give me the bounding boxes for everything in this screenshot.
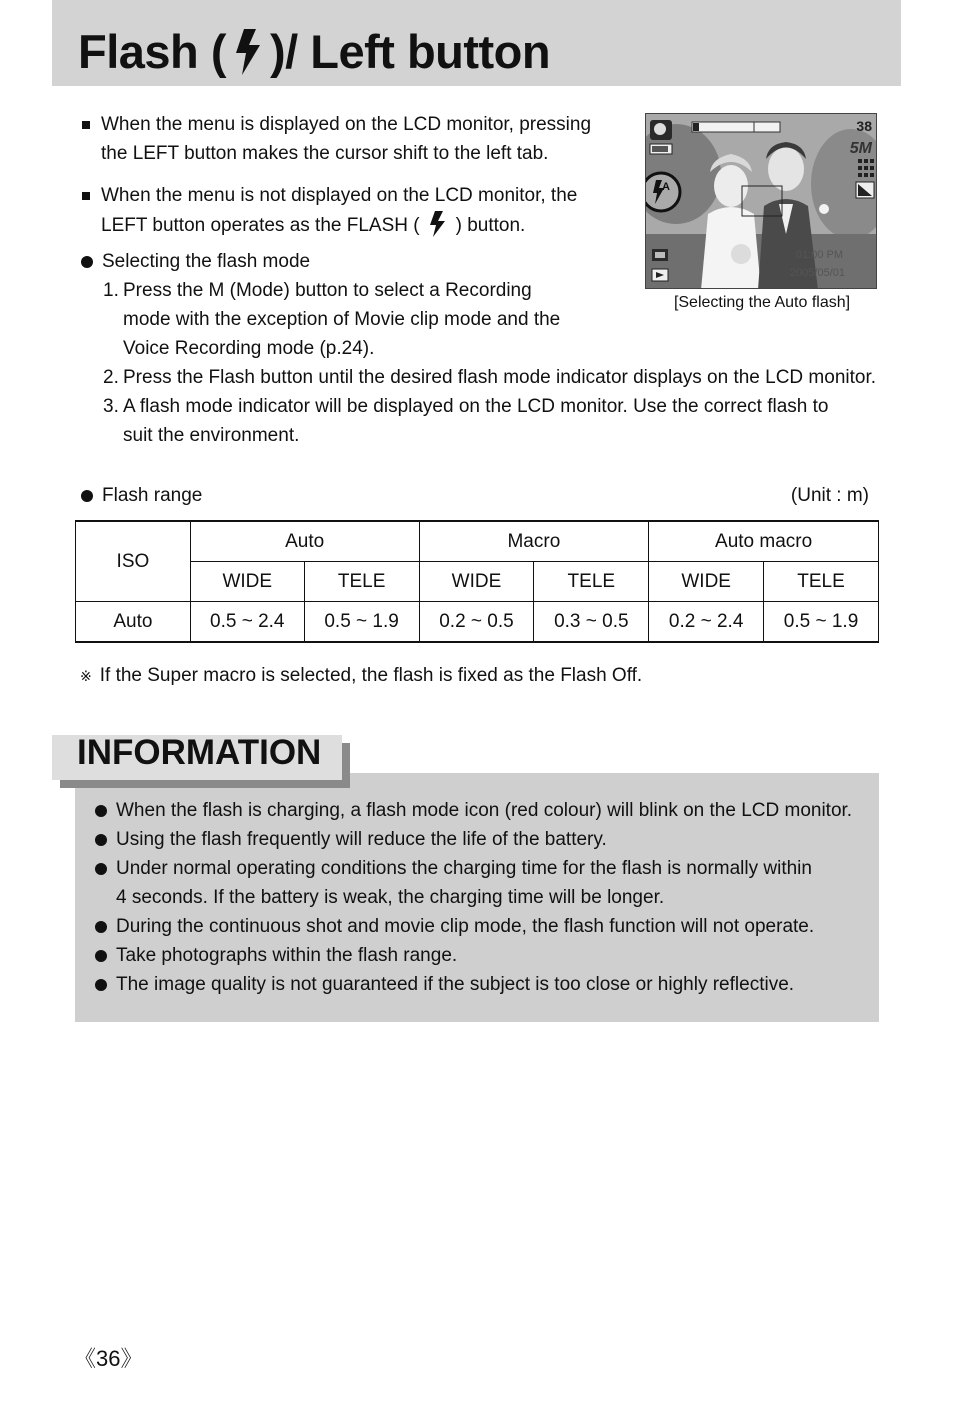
square-bullet-icon [82, 192, 90, 200]
intro-item-1-text: When the menu is displayed on the LCD monitor, pressing the LEFT button makes the cursor shift to the left tab. [101, 114, 592, 164]
step-number: 1. [103, 280, 119, 301]
table-subheader: TELE [534, 562, 649, 602]
table-header-row [76, 521, 879, 562]
table-row-label: Auto [76, 602, 191, 643]
table-subheader: WIDE [649, 562, 764, 602]
round-bullet-icon [81, 490, 93, 502]
lcd-photo-graphic [646, 114, 877, 289]
step-text: A flash mode indicator will be displayed on the LCD monitor. Use the correct flash to suit the environment. [123, 396, 829, 446]
flash-range-label-row [81, 481, 202, 510]
lcd-caption: [Selecting the Auto flash] [673, 294, 851, 311]
lcd-date: 2005/05/01 [789, 267, 845, 279]
table-cell: 0.5 ~ 2.4 [190, 602, 304, 643]
list-item-text: Using the flash frequently will reduce the life of the battery. [116, 829, 607, 850]
table-cell: 0.2 ~ 2.4 [649, 602, 764, 643]
round-bullet-icon [95, 921, 107, 933]
flash-range-label: Flash range [102, 485, 203, 506]
round-bullet-icon [95, 950, 107, 962]
page-title [78, 24, 550, 79]
table-cell: 0.3 ~ 0.5 [534, 602, 649, 643]
table-cell: 0.5 ~ 1.9 [764, 602, 879, 643]
flash-icon [426, 210, 450, 238]
list-item [95, 796, 875, 825]
step-text: Press the Flash button until the desired flash mode indicator displays on the LCD monitor. [123, 367, 877, 388]
intro-item-2 [82, 181, 602, 240]
flash-range-table [75, 520, 879, 643]
table-subheader: WIDE [419, 562, 534, 602]
round-bullet-icon [95, 863, 107, 875]
lcd-resolution: 5M [849, 140, 872, 157]
list-item-text: During the continuous shot and movie clip mode, the flash function will not operate. [116, 916, 815, 937]
table-subheader: WIDE [190, 562, 304, 602]
list-item [95, 970, 875, 999]
table-group-header: Macro [419, 521, 649, 562]
table-subheader: TELE [304, 562, 419, 602]
flash-icon [230, 27, 266, 77]
title-prefix: Flash ( [78, 25, 226, 78]
lcd-shot-count: 38 [856, 118, 872, 134]
list-item-text: When the flash is charging, a flash mode icon (red colour) will blink on the LCD monitor. [116, 800, 853, 821]
page-number: 《36》 [74, 1346, 143, 1371]
list-item [95, 912, 875, 941]
information-list [95, 796, 875, 999]
table-row [76, 602, 879, 643]
table-group-header: Auto macro [649, 521, 879, 562]
step-3 [103, 392, 863, 450]
step-2 [103, 363, 893, 392]
reference-mark-icon: ※ [80, 668, 92, 684]
list-item [95, 825, 875, 854]
table-cell: 0.2 ~ 0.5 [419, 602, 534, 643]
step-number: 3. [103, 396, 119, 417]
intro-item-1 [82, 110, 602, 168]
table-header-iso: ISO [76, 521, 191, 602]
selecting-heading-row [81, 247, 601, 276]
lcd-time: 01:00 PM [795, 249, 843, 261]
super-macro-note [80, 661, 642, 691]
unit-label: (Unit : m) [790, 485, 869, 506]
table-cell: 0.5 ~ 1.9 [304, 602, 419, 643]
information-heading: INFORMATION [77, 733, 322, 772]
table-subheader-row [76, 562, 879, 602]
lcd-screen-illustration [645, 113, 877, 289]
step-number: 2. [103, 367, 119, 388]
table-subheader: TELE [764, 562, 879, 602]
step-text: Press the M (Mode) button to select a Recording mode with the exception of Movie clip mode and the Voice Recording mode (p.24). [123, 280, 561, 359]
selecting-heading: Selecting the flash mode [102, 251, 311, 272]
list-item [95, 854, 815, 912]
square-bullet-icon [82, 121, 90, 129]
round-bullet-icon [81, 256, 93, 268]
intro-item-2-suffix: ) button. [455, 215, 526, 236]
note-text: If the Super macro is selected, the flash is fixed as the Flash Off. [99, 665, 643, 686]
list-item-text: Take photographs within the flash range. [116, 945, 458, 966]
round-bullet-icon [95, 979, 107, 991]
list-item [95, 941, 875, 970]
round-bullet-icon [95, 805, 107, 817]
title-suffix: )/ Left button [269, 25, 551, 78]
list-item-text: The image quality is not guaranteed if the subject is too close or highly reflective. [116, 974, 795, 995]
round-bullet-icon [95, 834, 107, 846]
list-item-text: Under normal operating conditions the charging time for the flash is normally within 4 seconds. If the battery is weak, the charging time will be longer. [116, 858, 812, 908]
step-1 [103, 276, 583, 363]
table-group-header: Auto [190, 521, 419, 562]
svg-text:A: A [662, 181, 670, 193]
intro-item-2-text: When the menu is not displayed on the LCD monitor, the LEFT button operates as the FLASH ( [101, 185, 578, 236]
